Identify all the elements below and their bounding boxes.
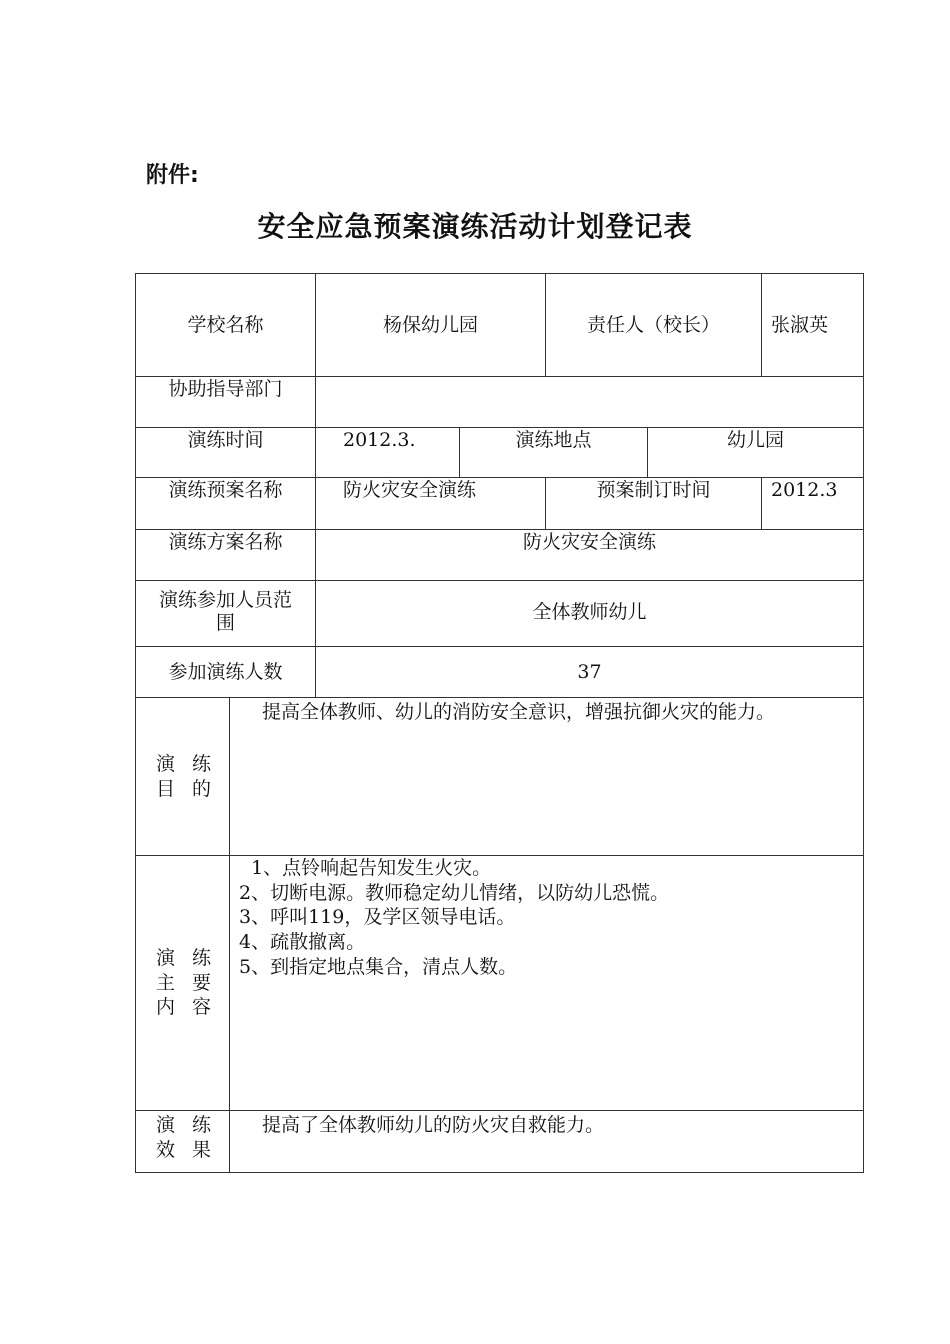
content-label-char: 演 <box>156 947 176 969</box>
content-line: 2、切断电源。教师稳定幼儿情绪，以防幼儿恐慌。 <box>239 881 670 904</box>
attachment-label: 附件: <box>146 163 199 188</box>
purpose-label-char: 练 <box>191 753 211 775</box>
content-label-char: 内 <box>156 996 176 1019</box>
school-name-value: 杨保幼儿园 <box>382 314 478 336</box>
effect-label-char: 果 <box>191 1138 211 1161</box>
purpose-label-char: 目 <box>156 777 176 800</box>
school-name-label: 学校名称 <box>187 314 264 336</box>
purpose-value: 提高全体教师、幼儿的消防安全意识，增强抗御火灾的能力。 <box>262 701 776 723</box>
effect-label-char: 练 <box>191 1114 211 1136</box>
content-label <box>136 946 229 1020</box>
effect-label <box>136 1113 229 1162</box>
content-line: 3、呼叫119，及学区领导电话。 <box>239 906 516 929</box>
plan-date-value: 2012.3 <box>771 479 838 501</box>
count-label: 参加演练人数 <box>168 661 283 683</box>
count-value: 37 <box>577 661 602 683</box>
plan-name-label: 演练预案名称 <box>168 479 283 501</box>
content-label-char: 主 <box>156 971 176 994</box>
drill-time-label: 演练时间 <box>187 429 264 451</box>
purpose-label-char: 演 <box>156 753 176 775</box>
plan-name-value: 防火灾安全演练 <box>343 479 477 501</box>
purpose-label <box>136 752 229 801</box>
responsible-label: 责任人（校长） <box>586 314 720 336</box>
content-line: 1、点铃响起告知发生火灾。 <box>239 857 492 879</box>
drill-place-label: 演练地点 <box>515 429 592 451</box>
drill-place-value: 幼儿园 <box>726 429 784 451</box>
responsible-value: 张淑英 <box>771 314 829 336</box>
participants-label-line-2: 围 <box>215 611 235 634</box>
drill-time-value: 2012.3. <box>343 429 416 451</box>
effect-label-char: 效 <box>156 1138 176 1161</box>
scheme-name-label: 演练方案名称 <box>168 531 283 553</box>
plan-date-label: 预案制订时间 <box>596 479 711 501</box>
participants-label <box>136 589 315 635</box>
purpose-label-char: 的 <box>191 777 211 800</box>
effect-value: 提高了全体教师幼儿的防火灾自救能力。 <box>262 1114 605 1136</box>
content-line: 5、到指定地点集合，清点人数。 <box>239 955 518 978</box>
assist-dept-label: 协助指导部门 <box>168 378 283 400</box>
scheme-name-value: 防火灾安全演练 <box>522 531 656 553</box>
content-label-char: 要 <box>191 971 211 994</box>
content-line: 4、疏散撤离。 <box>239 931 366 954</box>
page-title: 安全应急预案演练活动计划登记表 <box>257 210 693 243</box>
participants-value: 全体教师幼儿 <box>532 601 647 623</box>
effect-label-char: 演 <box>156 1114 176 1136</box>
content-label-char: 容 <box>191 996 211 1019</box>
participants-label-line-1: 演练参加人员范 <box>158 589 292 611</box>
content-list <box>230 856 863 979</box>
content-label-char: 练 <box>191 947 211 969</box>
